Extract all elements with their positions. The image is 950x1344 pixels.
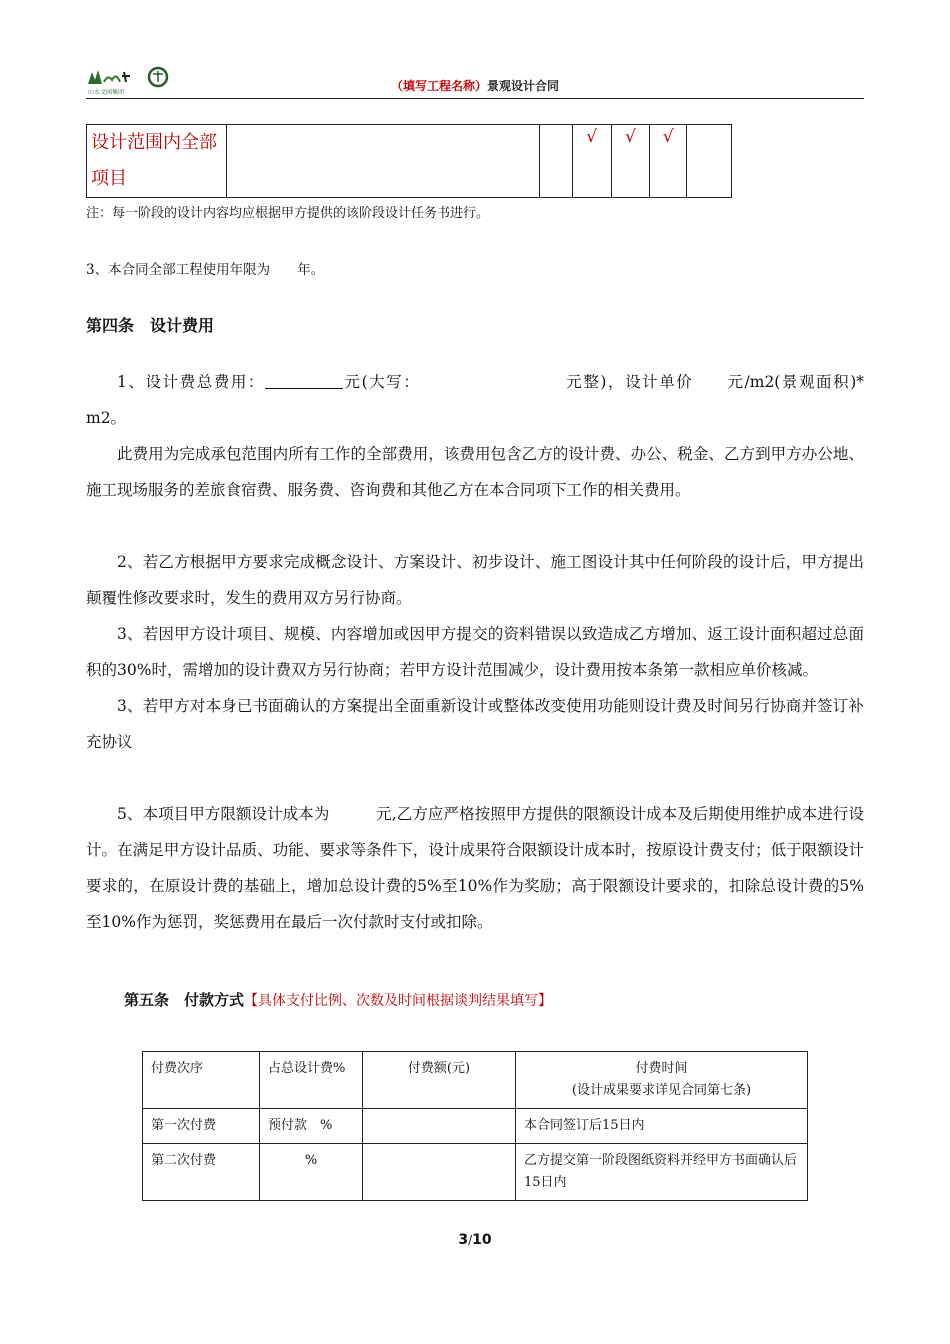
table-cell: 乙方提交第一阶段图纸资料并经甲方书面确认后15日内 (516, 1144, 808, 1201)
article-4-title: 第四条 设计费用 (86, 316, 215, 335)
design-scope-table (86, 124, 732, 198)
article-5-note: 【具体支付比例、次数及时间根据谈判结果填写】 (244, 993, 553, 1009)
header-cell: 付费额(元) (363, 1052, 516, 1109)
page-separator: / (468, 1233, 473, 1247)
table-cell (227, 125, 540, 198)
article-5-title: 第五条 付款方式 (124, 991, 245, 1009)
table-row (143, 1144, 808, 1201)
article-4-para-1 (86, 364, 900, 436)
payment-table (142, 1051, 808, 1201)
table-row (87, 125, 732, 198)
table-row (143, 1109, 808, 1144)
header-title (86, 77, 864, 94)
fee-total-label: 1、设计费总费用： (117, 373, 265, 391)
check-cell: √ (611, 125, 650, 198)
page-current: 3 (458, 1232, 469, 1248)
table-cell: 本合同签订后15日内 (516, 1109, 808, 1144)
table-cell: 第二次付费 (143, 1144, 260, 1201)
article-4-para-4: 3、若因甲方设计项目、规模、内容增加或因甲方提交的资料错误以致造成乙方增加、返工设计面积超过总面积的30%时，需增加的设计费双方另行协商；若甲方设计范围减少，设计费用按本条第一款相应单价核减。 (86, 625, 864, 679)
clause-3-service-life: 3、本合同全部工程使用年限为 年。 (86, 262, 325, 278)
article-4-para-5: 3、若甲方对本身已书面确认的方案提出全面重新设计或整体改变使用功能则设计费及时间另行协商并签订补充协议 (86, 697, 864, 751)
header-time-label: 付费时间 (635, 1061, 688, 1076)
article-4-para-2: 此费用为完成承包范围内所有工作的全部费用，该费用包含乙方的设计费、办公、税金、乙方到甲方办公地、施工现场服务的差旅食宿费、服务费、咨询费和其他乙方在本合同项下工作的相关费用。 (86, 445, 864, 499)
table-cell (363, 1109, 516, 1144)
check-cell (540, 125, 573, 198)
page-total: 10 (472, 1232, 492, 1248)
table-cell (363, 1144, 516, 1201)
table-cell: 预付款 % (260, 1109, 363, 1144)
header-cell: 付费次序 (143, 1052, 260, 1109)
logo-caption: 山水文园集团 (88, 89, 125, 96)
article-4-para-6: 5、本项目甲方限额设计成本为 元,乙方应严格按照甲方提供的限额设计成本及后期使用维护成本进行设计。在满足甲方设计品质、功能、要求等条件下，设计成果符合限额设计成本时，按原设计费支付；低于限额设计要求的，在原设计费的基础上，增加总设计费的5%至10%作为奖励；高于限额设计要求的，扣除总设计费的5%至10%作为惩罚，奖惩费用在最后一次付款时支付或扣除。 (86, 805, 864, 931)
table-cell: 第一次付费 (143, 1109, 260, 1144)
header-time-sub: (设计成果要求详见合同第七条) (571, 1083, 752, 1098)
check-cell: √ (650, 125, 687, 198)
article-5-heading (124, 989, 552, 1010)
page-number (0, 1232, 950, 1248)
table-header-row (143, 1052, 808, 1109)
table-cell: % (260, 1144, 363, 1201)
scope-label: 设计范围内全部项目 (87, 125, 227, 198)
fee-total-rest: 元(大写： 元整)，设计单价 元/m2(景观面积)* m2。 (86, 373, 900, 427)
fee-total-blank[interactable] (265, 372, 343, 389)
article-4-para-3: 2、若乙方根据甲方要求完成概念设计、方案设计、初步设计、施工图设计其中任何阶段的设计后，甲方提出颠覆性修改要求时，发生的费用双方另行协商。 (86, 553, 864, 607)
header-cell-time (516, 1052, 808, 1109)
check-cell: √ (572, 125, 611, 198)
scope-note: 注：每一阶段的设计内容均应根据甲方提供的该阶段设计任务书进行。 (86, 206, 490, 221)
check-cell (687, 125, 732, 198)
header-cell: 占总设计费% (260, 1052, 363, 1109)
header-title-bracket: （填写工程名称） (390, 79, 487, 93)
page-header (86, 62, 864, 99)
header-title-rest: 景观设计合同 (487, 79, 560, 93)
